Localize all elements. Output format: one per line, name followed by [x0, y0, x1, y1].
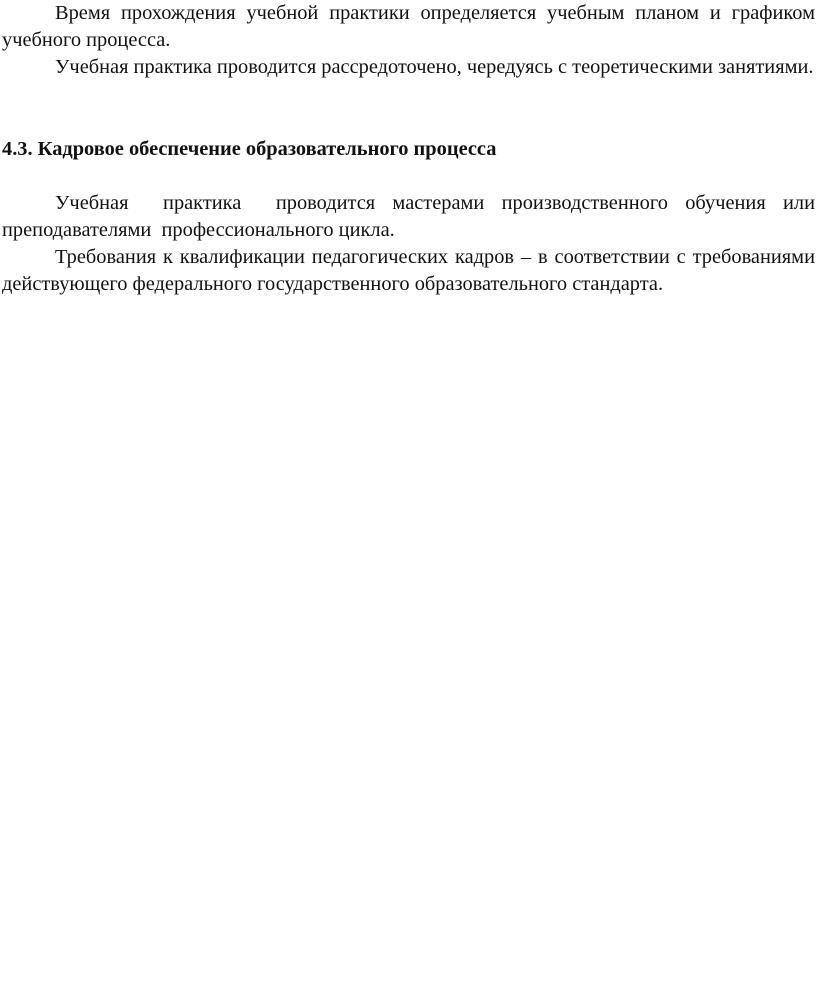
paragraph-qualification: Требования к квалификации педагогических кадров – в соответствии с требованиями действующего федерального государственного образовательного стандарта.	[2, 246, 815, 296]
paragraph-practice-mode: Учебная практика проводится рассредоточено, чередуясь с теоретическими занятиями.	[55, 56, 814, 79]
section-heading: 4.3. Кадровое обеспечение образовательного процесса	[2, 137, 497, 160]
spacer	[2, 163, 815, 190]
paragraph-practice-time: Время прохождения учебной практики определяется учебным планом и графиком учебного процесса.	[2, 2, 815, 52]
spacer	[2, 82, 815, 136]
paragraph-staff: Учебная практика проводится мастерами производственного обучения или преподавателями профессионального цикла.	[2, 191, 815, 242]
